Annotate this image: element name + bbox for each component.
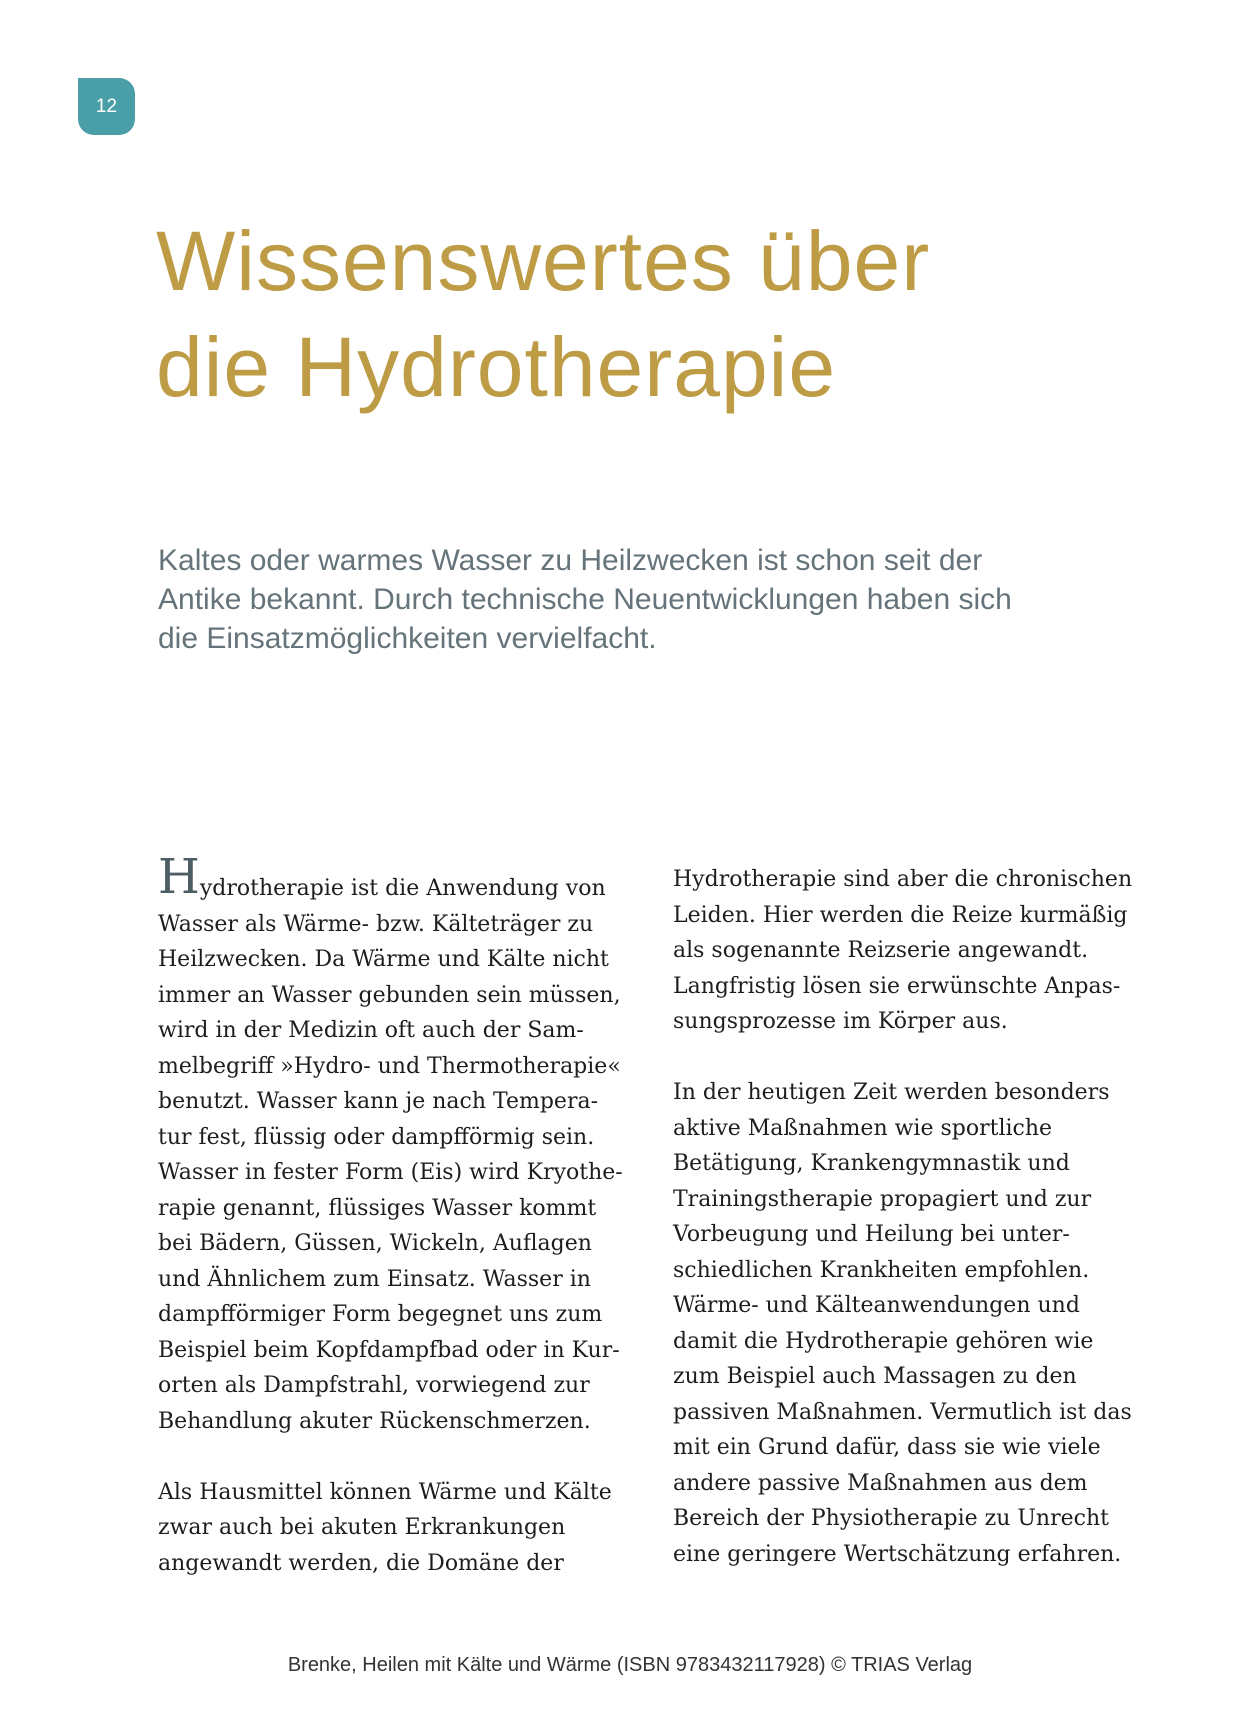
text-line: Langfristig lösen sie erwünschte Anpas-: [673, 973, 1121, 999]
text-line: Hydrotherapie sind aber die chronischen: [673, 867, 1133, 892]
left-paragraph-1: [158, 849, 648, 1439]
text-line: passiven Maßnahmen. Vermutlich ist das: [673, 1399, 1132, 1425]
text-line: Trainingstherapie propagiert und zur: [673, 1186, 1092, 1212]
page-number-badge: [78, 78, 135, 135]
text-line: zum Beispiel auch Massagen zu den: [673, 1364, 1077, 1389]
text-line: schiedlichen Krankheiten empfohlen.: [673, 1257, 1090, 1283]
right-paragraph-2: [673, 1075, 1163, 1572]
text-line: Wasser in fester Form (Eis) wird Kryothe-: [158, 1160, 623, 1185]
text-line: immer an Wasser gebunden sein müssen,: [158, 982, 621, 1008]
text-line: tur fest, flüssig oder dampfförmig sein.: [158, 1124, 595, 1150]
text-line: Leiden. Hier werden die Reize kurmäßig: [673, 902, 1128, 928]
page-number: 12: [95, 95, 118, 117]
text-line: mit ein Grund dafür, dass sie wie viele: [673, 1435, 1101, 1460]
left-paragraph-2: [158, 1475, 648, 1582]
first-line-rest: ydrotherapie ist die Anwendung von: [199, 876, 606, 901]
text-line: dampfförmiger Form begegnet uns zum: [158, 1302, 603, 1327]
text-line: orten als Dampfstrahl, vorwiegend zur: [158, 1373, 590, 1398]
text-line: damit die Hydrotherapie gehören wie: [673, 1328, 1094, 1354]
text-line: Bereich der Physiotherapie zu Unrecht: [673, 1506, 1109, 1531]
lead-line: die Einsatzmöglichkeiten vervielfacht.: [158, 622, 657, 655]
text-line: aktive Maßnahmen wie sportliche: [673, 1115, 1053, 1141]
text-line: bei Bädern, Güssen, Wickeln, Auflagen: [158, 1231, 592, 1256]
lead-line: Kaltes oder warmes Wasser zu Heilzwecken ist schon seit der: [158, 544, 983, 577]
text-line: Wärme- und Kälteanwendungen und: [673, 1293, 1080, 1318]
text-line: Beispiel beim Kopfdampfbad oder in Kur-: [158, 1337, 620, 1363]
text-line: angewandt werden, die Domäne der: [158, 1550, 564, 1576]
text-line: In der heutigen Zeit werden besonders: [673, 1080, 1110, 1105]
text-line: benutzt. Wasser kann je nach Tempera-: [158, 1089, 599, 1114]
text-line: als sogenannte Reizserie angewandt.: [673, 938, 1089, 963]
text-line: andere passive Maßnahmen aus dem: [673, 1470, 1088, 1496]
lead-paragraph: [158, 541, 1168, 658]
text-line: Heilzwecken. Da Wärme und Kälte nicht: [158, 947, 609, 972]
right-column: [673, 862, 1163, 1572]
lead-line: Antike bekannt. Durch technische Neuentwicklungen haben sich: [158, 583, 1012, 616]
footer-citation: Brenke, Heilen mit Kälte und Wärme (ISBN 9783432117928) © TRIAS Verlag: [287, 1654, 973, 1676]
text-line: eine geringere Wertschätzung erfahren.: [673, 1541, 1122, 1567]
text-line: Vorbeugung und Heilung bei unter-: [673, 1222, 1070, 1247]
text-line: Behandlung akuter Rückenschmerzen.: [158, 1408, 591, 1434]
title-line: die Hydrotherapie: [156, 320, 837, 414]
drop-cap: H: [158, 849, 200, 905]
text-line: Wasser als Wärme- bzw. Kälteträger zu: [158, 911, 594, 937]
text-line: melbegriff »Hydro- und Thermotherapie«: [158, 1053, 621, 1079]
text-line: zwar auch bei akuten Erkrankungen: [158, 1515, 566, 1540]
text-line: sungsprozesse im Körper aus.: [673, 1009, 1008, 1034]
title-line: Wissenswertes über: [156, 214, 931, 308]
text-line: Betätigung, Krankengymnastik und: [673, 1151, 1070, 1176]
text-line: rapie genannt, flüssiges Wasser kommt: [158, 1195, 597, 1221]
page-title: [156, 208, 1216, 420]
right-paragraph-1: [673, 862, 1163, 1040]
text-line: wird in der Medizin oft auch der Sam-: [158, 1018, 584, 1043]
text-line: Als Hausmittel können Wärme und Kälte: [158, 1479, 612, 1505]
text-line: [158, 849, 648, 907]
text-line: und Ähnlichem zum Einsatz. Wasser in: [158, 1266, 591, 1292]
left-column: [158, 849, 648, 1581]
